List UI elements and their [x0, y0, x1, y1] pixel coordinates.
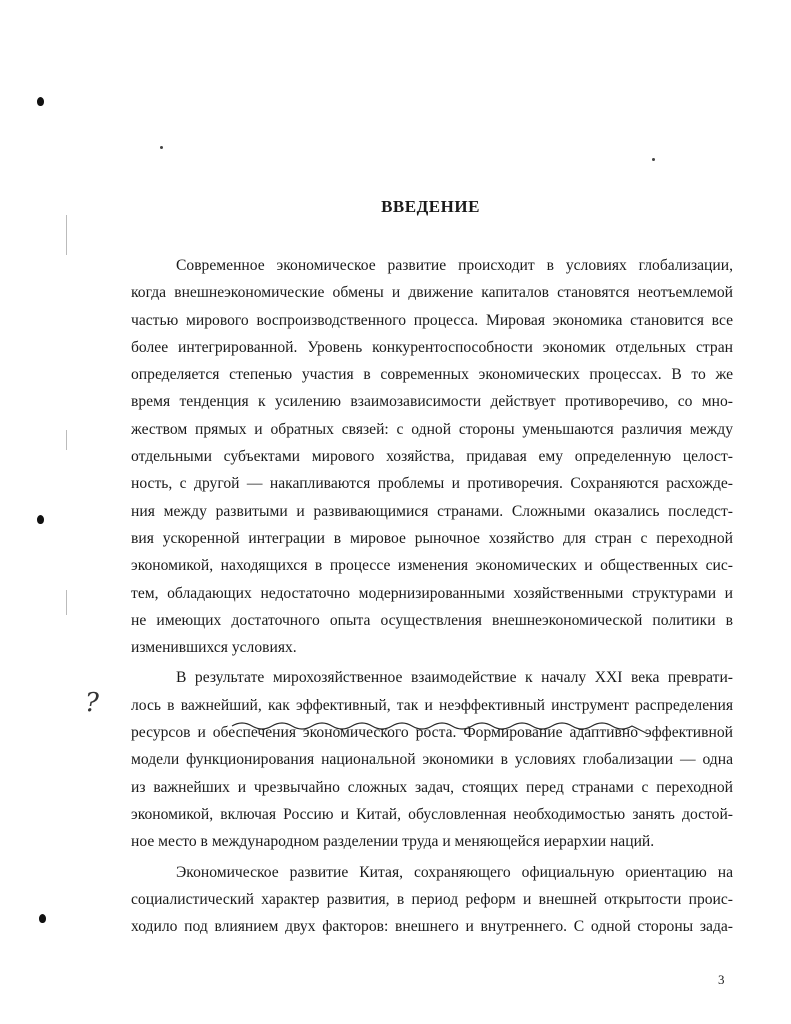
text-line: время тенденция к усилению взаимозависимости действует противоречиво, со мно- — [131, 393, 733, 411]
text-line: частью мирового воспроизводственного процесса. Мировая экономика становится все — [131, 311, 733, 329]
text-line: Современное экономическое развитие происходит в условиях глобализации, — [176, 257, 733, 274]
scan-speck — [652, 158, 655, 161]
text-line: определяется степенью участия в современных экономических процессах. В то же — [131, 366, 733, 384]
text-line: тем, обладающих недостаточно модернизированными хозяйственными структурами и — [131, 584, 733, 602]
text-line: ния между развитыми и развивающимися странами. Сложными оказались последст- — [131, 502, 733, 520]
margin-question-mark: ? — [85, 688, 99, 718]
binder-hole-mark — [37, 515, 44, 524]
text-line: ресурсов и обеспечения экономического роста. Формирование адаптивно эффективной — [131, 724, 733, 742]
text-line: экономикой, находящихся в процессе изменения экономических и общественных сис- — [131, 557, 733, 575]
text-line: В результате мирохозяйственное взаимодействие к началу XXI века преврати- — [176, 669, 733, 687]
text-line: ное место в международном разделении труда и меняющейся иерархии наций. — [131, 833, 655, 851]
page-number: 3 — [718, 972, 725, 987]
text-line: более интегрированной. Уровень конкурентоспособности экономик отдельных стран — [131, 338, 733, 356]
text-line: отдельными субъектами мирового хозяйства, придавая ему определенную целост- — [131, 448, 733, 466]
text-line: Экономическое развитие Китая, сохраняющего официальную ориентацию на — [176, 863, 733, 881]
scan-line — [66, 590, 67, 615]
binder-hole-mark — [39, 914, 46, 923]
text-line: ность, с другой — накапливаются проблемы и противоречия. Сохраняются расхожде- — [131, 475, 733, 493]
scan-speck — [160, 146, 163, 149]
wavy-underline-mark — [230, 718, 650, 736]
text-line: модели функционирования национальной экономики в условиях глобализации — одна — [131, 751, 733, 769]
text-line: ходило под влиянием двух факторов: внешнего и внутреннего. С одной стороны зада- — [131, 918, 733, 936]
text-line: лось в важнейший, как эффективный, так и неэффективный инструмент распределения — [131, 696, 733, 714]
body-text — [131, 252, 733, 940]
text-line: социалистический характер развития, в период реформ и внешней открытости проис- — [131, 890, 733, 908]
text-line: экономикой, включая Россию и Китай, обусловленная необходимостью занять достой- — [131, 805, 733, 823]
text-line: изменившихся условиях. — [131, 639, 297, 657]
text-line: когда внешнеэкономические обмены и движение капиталов становятся неотъемлемой — [131, 284, 733, 302]
text-line: жеством прямых и обратных связей: с одной стороны уменьшаются различия между — [131, 420, 733, 438]
text-line: вия ускоренной интеграции в мировое рыночное хозяйство для стран с переходной — [131, 529, 733, 547]
text-line: не имеющих достаточного опыта осуществления внешнеэкономической политики в — [131, 611, 733, 629]
binder-hole-mark — [37, 97, 44, 106]
text-line: из важнейших и чрезвычайно сложных задач, стоящих перед странами с переходной — [131, 778, 733, 796]
scan-line — [66, 215, 67, 255]
scan-line — [66, 430, 67, 450]
page-title: ВВЕДЕНИЕ — [381, 197, 480, 216]
